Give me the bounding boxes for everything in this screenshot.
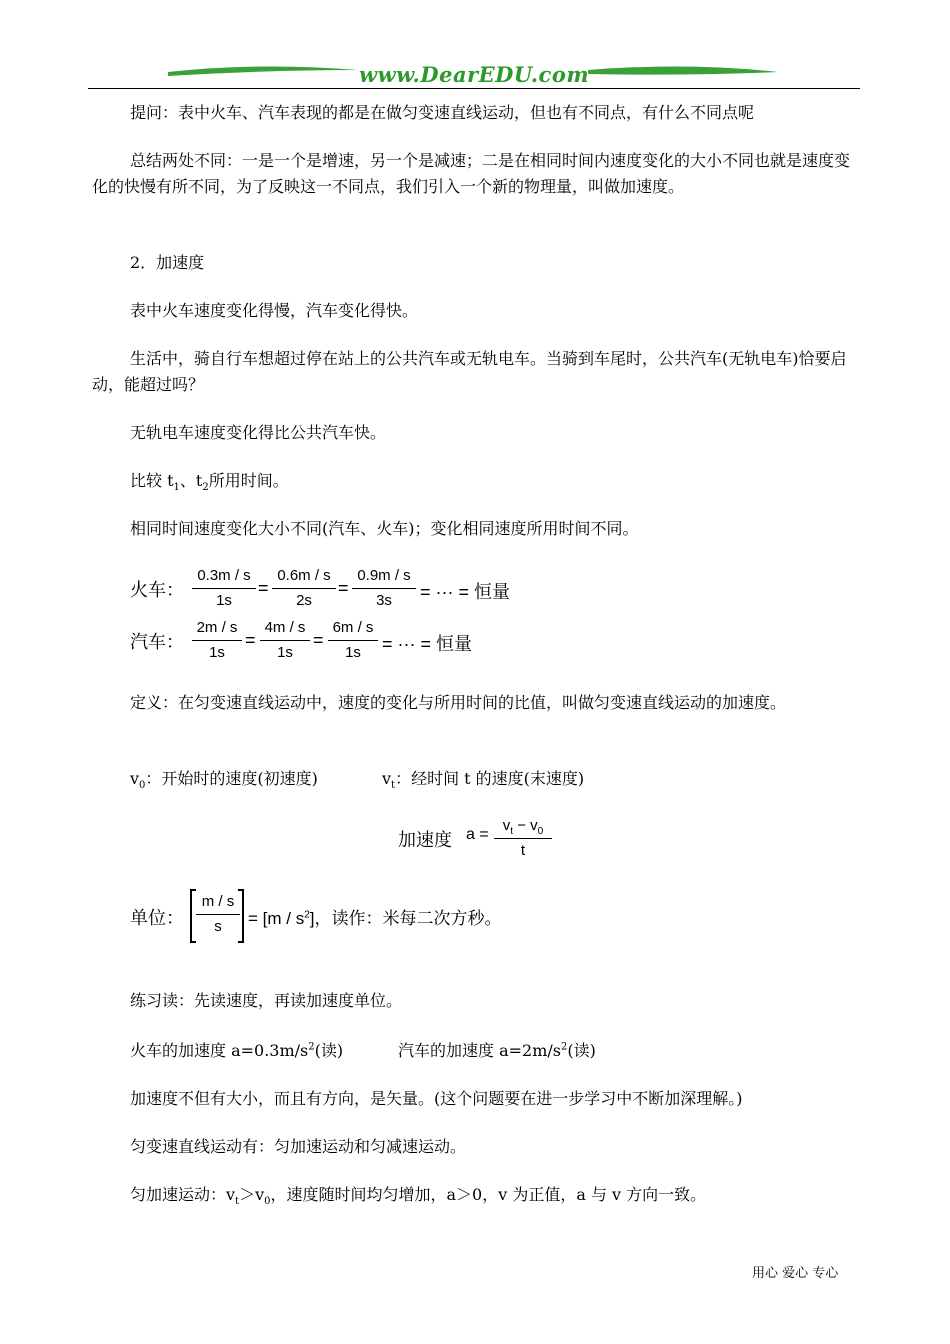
paragraph-uniform-acceleration: 匀加速运动：$v_t>v_0$，速度随时间均匀增加，a＞0，v 为正值，a 与 v 方向一致。 <box>130 1185 707 1208</box>
equals-sign: = <box>258 578 269 598</box>
unit-fraction: m / s s <box>196 892 240 937</box>
vt-definition: $v_t$：经时间 t 的速度(末速度) <box>382 769 585 792</box>
train-fraction-3: 0.9m / s 3s <box>352 566 416 611</box>
header-rule <box>88 88 860 89</box>
equals-sign: = <box>338 578 349 598</box>
car-fraction-1: 2m / s 1s <box>192 618 242 663</box>
car-fraction-2: 4m / s 1s <box>260 618 310 663</box>
paragraph-summary: 总结两处不同：一是一个是增速，另一个是减速；二是在相同时间内速度变化的大小不同也就是速度变化的快慢有所不同，为了反映这一不同点，我们引入一个新的物理量，叫做加速度。 <box>92 151 851 196</box>
paragraph-types: 匀变速直线运动有：匀加速运动和匀减速运动。 <box>130 1137 467 1156</box>
paragraph-practice: 练习读：先读速度，再读加速度单位。 <box>130 991 403 1010</box>
train-label: 火车： <box>130 580 184 600</box>
page-header <box>88 58 860 94</box>
acceleration-fraction: $v_t - v_0$ t <box>494 816 552 861</box>
paragraph-train-car: 表中火车速度变化得慢，汽车变化得快。 <box>130 301 419 320</box>
car-tail: = ··· = 恒量 <box>382 634 473 654</box>
car-fraction-3: 6m / s 1s <box>328 618 378 663</box>
unit-label: 单位： <box>130 908 184 928</box>
train-acceleration: 火车的加速度 $a=0.3m/s^2$(读) <box>130 1041 344 1060</box>
acceleration-label: 加速度 <box>398 830 452 850</box>
paragraph-question: 提问：表中火车、汽车表现的都是在做匀变速直线运动，但也有不同点，有什么不同点呢 <box>130 103 755 122</box>
train-fraction-1: 0.3m / s 1s <box>192 566 256 611</box>
section-heading-acceleration: 2．加速度 <box>130 253 205 272</box>
paragraph-vector: 加速度不但有大小，而且有方向，是矢量。(这个问题要在进一步学习中不断加深理解。) <box>130 1089 743 1108</box>
v0-definition: $v_0$：开始时的速度(初速度) <box>130 769 318 792</box>
paragraph-same-time: 相同时间速度变化大小不同(汽车、火车)；变化相同速度所用时间不同。 <box>130 519 639 538</box>
paragraph-definition: 定义：在匀变速直线运动中，速度的变化与所用时间的比值，叫做匀变速直线运动的加速度。 <box>130 693 787 712</box>
train-tail: = ··· = 恒量 <box>420 582 511 602</box>
car-acceleration: 汽车的加速度 $a=2m/s^2$(读) <box>398 1041 596 1060</box>
page-footer: 用心 爱心 专心 <box>752 1266 839 1281</box>
acceleration-lhs: a = <box>466 826 489 843</box>
train-fraction-2: 0.6m / s 2s <box>272 566 336 611</box>
paragraph-trolley: 无轨电车速度变化得比公共汽车快。 <box>130 423 387 442</box>
equals-sign: = <box>245 630 256 650</box>
paragraph-bicycle: 生活中，骑自行车想超过停在站上的公共汽车或无轨电车。当骑到车尾时，公共汽车(无轨电车)恰要启动，能超过吗？ <box>92 349 847 394</box>
car-label: 汽车： <box>130 632 184 652</box>
paragraph-compare-time: 比较 $t_1$、$t_2$所用时间。 <box>130 471 289 494</box>
unit-reading: = $[m / s^2]$，读作：米每二次方秒。 <box>248 909 502 928</box>
site-logo: www.DearEDU.com <box>358 62 590 87</box>
equals-sign: = <box>313 630 324 650</box>
